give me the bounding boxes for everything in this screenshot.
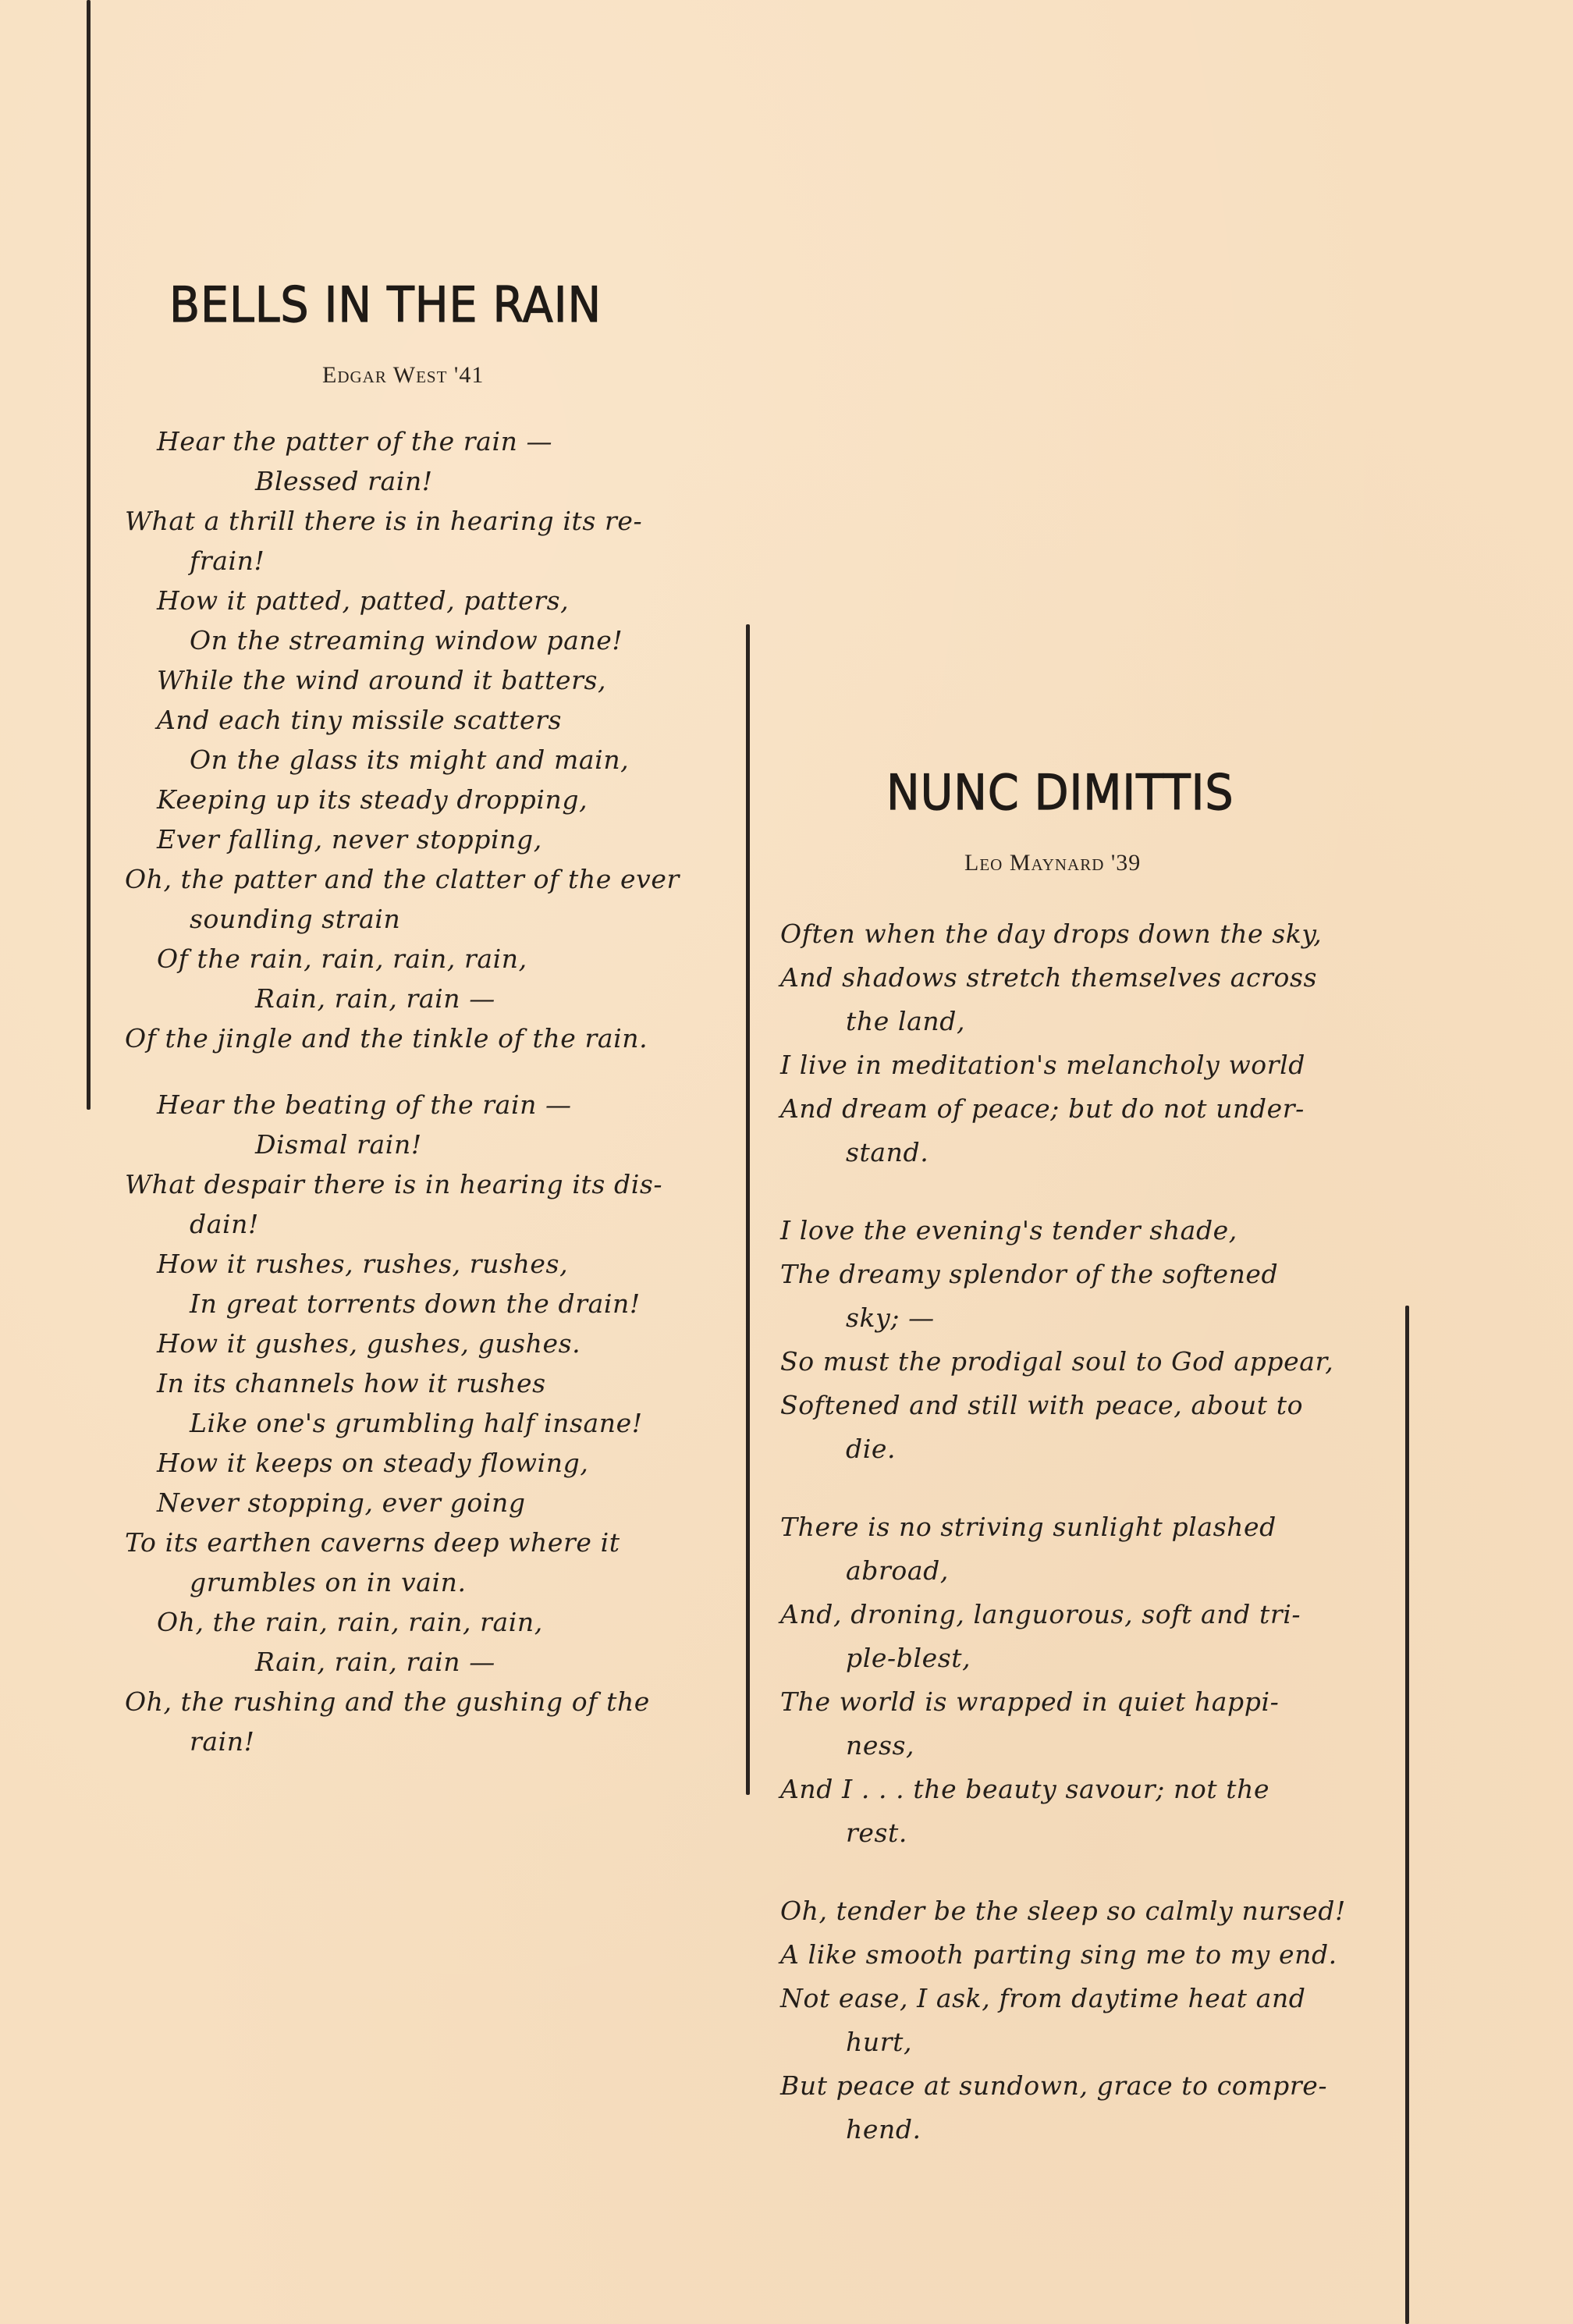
poem-line: A like smooth parting sing me to my end. (780, 1939, 1337, 1970)
poem-line: abroad, (846, 1555, 949, 1586)
poem-line: Rain, rain, rain — (255, 1647, 495, 1677)
poem-line: Oh, the rain, rain, rain, rain, (157, 1607, 543, 1637)
poem-line: Like one's grumbling half insane! (190, 1408, 643, 1438)
poem-line: hend. (846, 2114, 921, 2145)
poem-body (780, 912, 1389, 2152)
poem-line: I love the evening's tender shade, (780, 1215, 1237, 1246)
poem-line: Never stopping, ever going (157, 1487, 526, 1518)
poem-line: dain! (190, 1209, 259, 1239)
column-rule-right (1405, 1306, 1409, 2324)
column-rule-middle (746, 624, 750, 1795)
poem-line: Oh, the patter and the clatter of the ever (125, 864, 680, 894)
poem-line: rest. (846, 1818, 907, 1848)
poem-line: The dreamy splendor of the softened (780, 1259, 1279, 1289)
poem-nunc-dimittis (780, 764, 1389, 2152)
poem-line: How it patted, patted, patters, (157, 585, 570, 616)
poem-line: And, droning, languorous, soft and tri- (780, 1599, 1301, 1629)
poem-body (125, 421, 718, 1761)
poem-line: sounding strain (190, 904, 401, 934)
poem-line: Hear the patter of the rain — (157, 426, 553, 457)
poem-line: What a thrill there is in hearing its re- (125, 506, 643, 536)
poem-author: Leo Maynard '39 (964, 850, 1142, 876)
poem-line: I live in meditation's melancholy world (780, 1050, 1306, 1080)
poem-line: In its channels how it rushes (157, 1368, 546, 1398)
poem-line: How it rushes, rushes, rushes, (157, 1249, 569, 1279)
poem-line: How it gushes, gushes, gushes. (157, 1328, 581, 1359)
poem-line: How it keeps on steady flowing, (157, 1448, 589, 1478)
stanza (125, 1085, 718, 1761)
poem-line: sky; — (846, 1302, 935, 1333)
poem-title: NUNC DIMITTIS (886, 764, 1234, 821)
poem-line: die. (846, 1434, 897, 1464)
poem-line: In great torrents down the drain! (190, 1288, 641, 1319)
poem-line: Blessed rain! (255, 466, 433, 496)
poem-line: And I . . . the beauty savour; not the (780, 1774, 1270, 1804)
stanza (780, 1889, 1389, 2152)
poem-line: the land, (846, 1006, 966, 1036)
poem-line: But peace at sundown, grace to compre- (780, 2070, 1328, 2101)
poem-line: hurt, (846, 2027, 913, 2057)
poem-line: Ever falling, never stopping, (157, 824, 542, 855)
poem-line: To its earthen caverns deep where it (125, 1527, 620, 1558)
poem-line: Keeping up its steady dropping, (157, 784, 588, 815)
poem-line: And shadows stretch themselves across (780, 962, 1318, 993)
poem-line: Not ease, I ask, from daytime heat and (780, 1983, 1306, 2013)
poem-line: There is no striving sunlight plashed (780, 1512, 1277, 1542)
poem-line: Oh, tender be the sleep so calmly nursed! (780, 1896, 1346, 1926)
poem-line: Of the rain, rain, rain, rain, (157, 943, 527, 974)
stanza (780, 1505, 1389, 1855)
poem-line: While the wind around it batters, (157, 665, 607, 695)
poem-line: grumbles on in vain. (190, 1567, 467, 1597)
poem-line: Often when the day drops down the sky, (780, 919, 1323, 949)
poem-line: The world is wrapped in quiet happi- (780, 1686, 1280, 1717)
poem-line: frain! (190, 545, 265, 576)
column-rule-left (87, 0, 91, 1110)
poem-title: BELLS IN THE RAIN (169, 276, 602, 333)
stanza (780, 912, 1389, 1174)
stanza (125, 421, 718, 1058)
poem-line: rain! (190, 1726, 255, 1757)
poem-line: Dismal rain! (255, 1129, 422, 1160)
poem-line: Rain, rain, rain — (255, 983, 495, 1014)
poem-line: On the streaming window pane! (190, 625, 623, 656)
poem-line: stand. (846, 1137, 929, 1167)
poem-line: Softened and still with peace, about to (780, 1390, 1304, 1420)
poem-line: ness, (846, 1730, 915, 1761)
poem-line: And each tiny missile scatters (157, 705, 563, 735)
stanza (780, 1209, 1389, 1471)
poem-line: ple-blest, (846, 1643, 971, 1673)
poem-line: Of the jingle and the tinkle of the rain. (125, 1023, 648, 1054)
poem-line: So must the prodigal soul to God appear, (780, 1346, 1334, 1377)
poem-author: Edgar West '41 (322, 362, 485, 388)
poem-line: And dream of peace; but do not under- (780, 1093, 1305, 1124)
poem-line: On the glass its might and main, (190, 744, 630, 775)
poem-bells-in-the-rain (125, 276, 718, 1761)
poem-line: Hear the beating of the rain — (157, 1089, 572, 1120)
poem-line: What despair there is in hearing its dis- (125, 1169, 663, 1199)
poem-line: Oh, the rushing and the gushing of the (125, 1686, 650, 1717)
